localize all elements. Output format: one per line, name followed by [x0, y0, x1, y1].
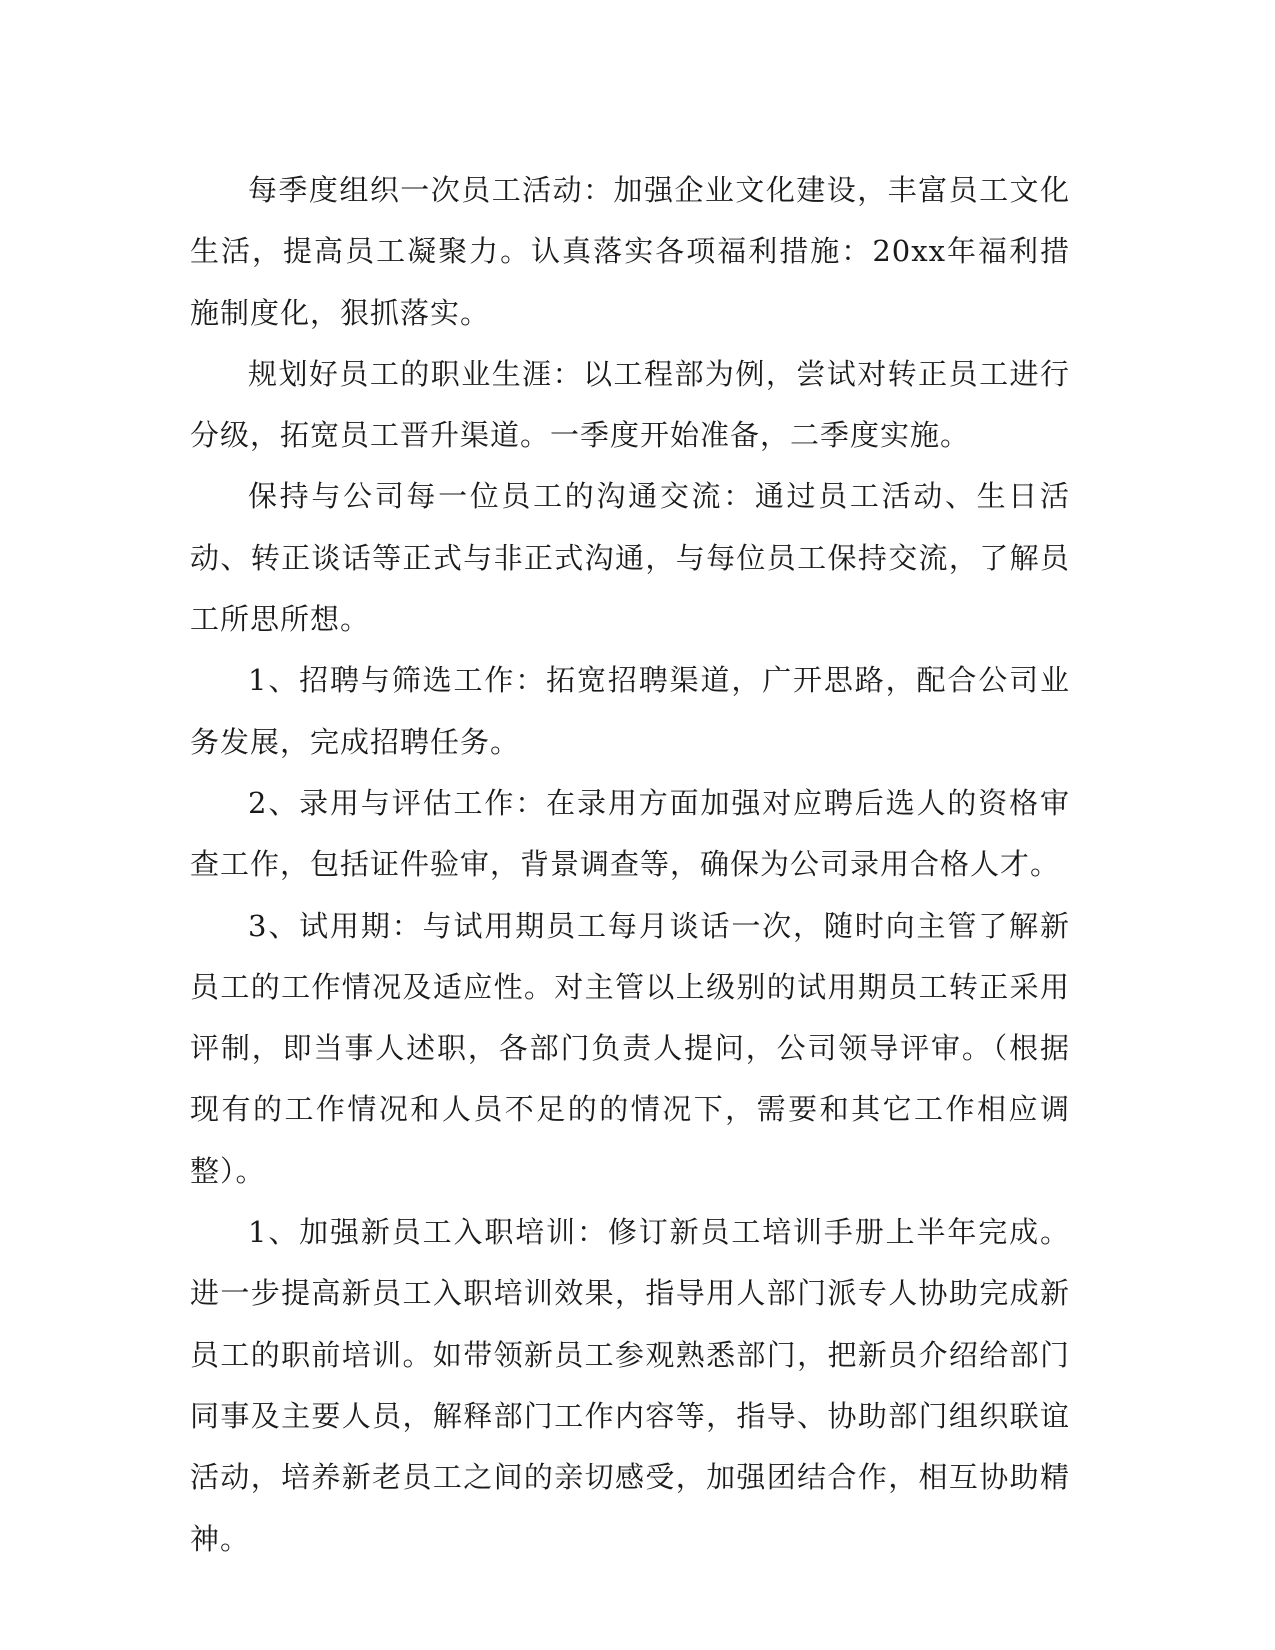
document-body [190, 160, 1070, 1570]
paragraph-employee-activities: 每季度组织一次员工活动：加强企业文化建设，丰富员工文化生活，提高员工凝聚力。认真落实各项福利措施：20xx年福利措施制度化，狠抓落实。 [190, 173, 1070, 330]
paragraph-recruitment: 1、招聘与筛选工作：拓宽招聘渠道，广开思路，配合公司业务发展，完成招聘任务。 [190, 663, 1070, 759]
paragraph-probation: 3、试用期：与试用期员工每月谈话一次，随时向主管了解新员工的工作情况及适应性。对主管以上级别的试用期员工转正采用评制，即当事人述职，各部门负责人提问，公司领导评审。（根据现有的工作情况和人员不足的的情况下，需要和其它工作相应调整）。 [190, 908, 1070, 1188]
paragraph-communication: 保持与公司每一位员工的沟通交流：通过员工活动、生日活动、转正谈话等正式与非正式沟通，与每位员工保持交流，了解员工所思所想。 [190, 479, 1070, 637]
paragraph-career-planning: 规划好员工的职业生涯：以工程部为例，尝试对转正员工进行分级，拓宽员工晋升渠道。一季度开始准备，二季度实施。 [190, 356, 1070, 453]
paragraph-onboarding-training: 1、加强新员工入职培训：修订新员工培训手册上半年完成。进一步提高新员工入职培训效果，指导用人部门派专人协助完成新员工的职前培训。如带领新员工参观熟悉部门，把新员介绍给部门同事及主要人员，解释部门工作内容等，指导、协助部门组织联谊活动，培养新老员工之间的亲切感受，加强团结合作，相互协助精神。 [190, 1215, 1070, 1556]
paragraph-hiring-evaluation: 2、录用与评估工作：在录用方面加强对应聘后选人的资格审查工作，包括证件验审，背景调查等，确保为公司录用合格人才。 [190, 785, 1070, 882]
